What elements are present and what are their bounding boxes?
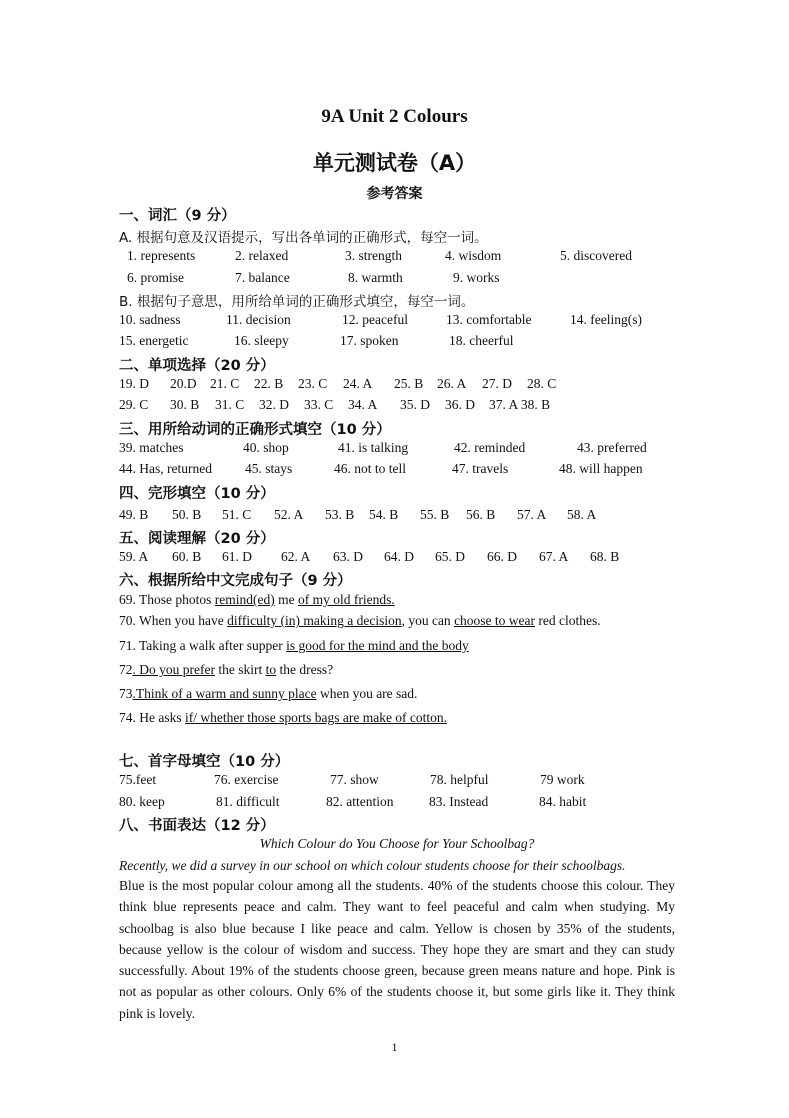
answer-item: 1. represents [127,248,196,263]
answer-item: 23. C [298,376,328,391]
answer-item: 48. will happen [559,461,643,476]
answer-item: 77. show [330,772,379,787]
answer-item: 28. C [527,376,557,391]
document-title: 9A Unit 2 Colours [321,106,468,127]
answer-item: 2. relaxed [235,248,289,263]
answer-item: 29. C [119,397,149,412]
answer-item: 55. B [420,507,450,522]
answer-item: 8. warmth [348,270,403,285]
section-6-heading: 六、根据所给中文完成句子（9 分） [119,573,352,589]
answer-item: 45. stays [245,461,293,476]
answer-item: 18. cheerful [449,333,514,348]
answer-item: 49. B [119,507,149,522]
answer-item: 52. A [274,507,304,522]
page-number: 1 [391,1040,398,1054]
answer-item: 33. C [304,397,334,412]
answer-item: 56. B [466,507,496,522]
answer-item: 79 work [540,772,585,787]
answer-item: 9. works [453,270,500,285]
answer-item: 57. A [517,507,547,522]
answer-item: 11. decision [226,312,291,327]
answer-item: 53. B [325,507,355,522]
answer-item: 78. helpful [430,772,489,787]
answer-item: 27. D [482,376,512,391]
answer-item: 13. comfortable [446,312,532,327]
section-2-heading: 二、单项选择（20 分） [119,358,275,374]
answer-item: 20.D [170,376,197,391]
section-8-heading: 八、书面表达（12 分） [119,818,275,834]
answer-item: 41. is talking [338,440,409,455]
answer-item: 12. peaceful [342,312,408,327]
answer-item: 44. Has, returned [119,461,212,476]
essay-title: Which Colour do You Choose for Your Schoolbag? [259,836,535,851]
sentence-73: 73.Think of a warm and sunny place when you are sad. [119,686,418,701]
section-3-heading: 三、用所给动词的正确形式填空（10 分） [119,422,391,438]
answer-item: 64. D [384,549,414,564]
document-subtitle: 单元测试卷（A） [312,151,477,175]
answer-item: 81. difficult [216,794,280,809]
answer-item: 36. D [445,397,475,412]
answer-item: 43. preferred [577,440,647,455]
answer-item: 22. B [254,376,284,391]
answer-item: 68. B [590,549,620,564]
answer-item: 75.feet [119,772,157,787]
section-7-heading: 七、首字母填空（10 分） [119,754,290,770]
answer-item: 26. A [437,376,467,391]
section-5-heading: 五、阅读理解（20 分） [119,531,275,547]
answer-item: 5. discovered [560,248,632,263]
sentence-72: 72. Do you prefer the skirt to the dress? [119,662,334,677]
answer-key-label: 参考答案 [366,186,423,202]
answer-item: 51. C [222,507,252,522]
sentence-69: 69. Those photos remind(ed) me of my old friends. [119,592,395,607]
section-1-heading: 一、词汇（9 分） [119,208,236,224]
answer-item: 4. wisdom [445,248,502,263]
answer-item: 83. Instead [429,794,489,809]
answer-item: 14. feeling(s) [570,312,642,327]
answer-item: 7. balance [235,270,290,285]
answer-item: 60. B [172,549,202,564]
section-1b-instruction: B. 根据句子意思，用所给单词的正确形式填空，每空一词。 [119,294,475,310]
answer-item: 3. strength [345,248,402,263]
answer-item: 50. B [172,507,202,522]
answer-item: 82. attention [326,794,394,809]
answer-item: 67. A [539,549,569,564]
essay-body: Blue is the most popular colour among all the students. 40% of the students choose this colour. They think blue represents peace and calm. They want to feel peaceful and calm when studying. My schoolbag is also blue because I like peace and calm. Yellow is chosen by 35% of the students, because yellow is the colour of wisdom and success. They hope they are smart and they can study successfully. About 19% of the students choose green, because green means nature and hope. Pink is not as popular as other colours. Only 6% of the students choose it, but some girls like it. They think pink is lovely. [119,878,675,1021]
answer-item: 80. keep [119,794,165,809]
answer-item: 61. D [222,549,252,564]
answer-item: 17. spoken [340,333,399,348]
answer-item: 76. exercise [214,772,279,787]
sentence-74: 74. He asks if/ whether those sports bags are make of cotton. [119,710,448,725]
answer-item: 31. C [215,397,245,412]
answer-item: 62. A [281,549,311,564]
section-1a-instruction: A. 根据句意及汉语提示，写出各单词的正确形式，每空一词。 [119,230,488,246]
answer-item: 39. matches [119,440,184,455]
answer-item: 46. not to tell [334,461,406,476]
answer-item: 21. C [210,376,240,391]
answer-item: 32. D [259,397,289,412]
answer-item: 24. A [343,376,373,391]
answer-item: 63. D [333,549,363,564]
sentence-71: 71. Taking a walk after supper is good for the mind and the body [119,638,469,653]
answer-item: 65. D [435,549,465,564]
answer-item: 37. A 38. B [489,397,551,412]
answer-item: 30. B [170,397,200,412]
answer-item: 84. habit [539,794,587,809]
answer-item: 34. A [348,397,378,412]
answer-item: 47. travels [452,461,509,476]
answer-item: 35. D [400,397,430,412]
answer-item: 66. D [487,549,517,564]
answer-item: 59. A [119,549,149,564]
answer-item: 42. reminded [454,440,526,455]
answer-item: 10. sadness [119,312,181,327]
answer-item: 25. B [394,376,424,391]
answer-item: 16. sleepy [234,333,289,348]
answer-item: 19. D [119,376,149,391]
answer-item: 58. A [567,507,597,522]
answer-item: 54. B [369,507,399,522]
sentence-70: 70. When you have difficulty (in) making a decision, you can choose to wear red clothes. [119,613,601,628]
essay-intro: Recently, we did a survey in our school on which colour students choose for their schoolbags. [119,858,626,873]
section-4-heading: 四、完形填空（10 分） [119,486,275,502]
answer-item: 15. energetic [119,333,189,348]
answer-item: 40. shop [243,440,289,455]
answer-item: 6. promise [127,270,184,285]
